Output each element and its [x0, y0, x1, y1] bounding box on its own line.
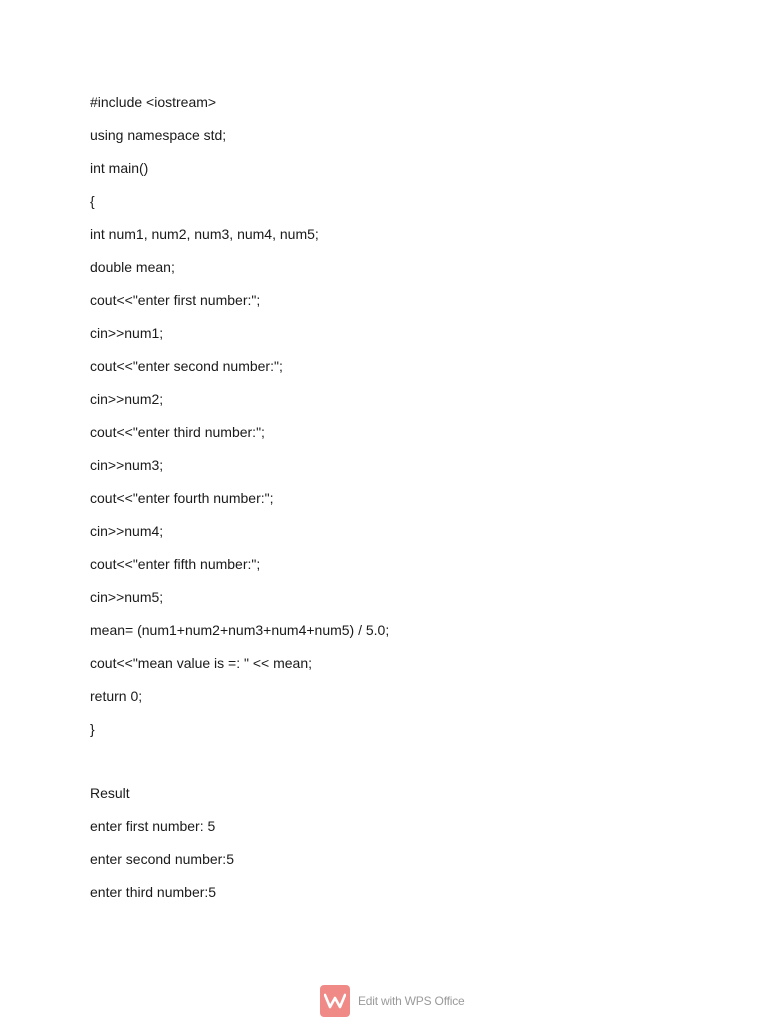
code-line: #include <iostream> [90, 94, 217, 110]
result-line: enter third number:5 [90, 884, 217, 900]
code-line: double mean; [90, 259, 175, 275]
code-line: using namespace std; [90, 127, 227, 143]
code-line: cin>>num4; [90, 523, 164, 539]
code-line: cout<<"enter second number:"; [90, 358, 283, 374]
result-section [90, 783, 730, 915]
code-line: } [90, 721, 95, 737]
code-line: cout<<"enter third number:"; [90, 424, 265, 440]
code-line: cout<<"mean value is =: " << mean; [90, 655, 313, 671]
code-line: mean= (num1+num2+num3+num4+num5) / 5.0; [90, 622, 390, 638]
code-line: cin>>num3; [90, 457, 164, 473]
code-line: cin>>num5; [90, 589, 164, 605]
code-line: cout<<"enter fourth number:"; [90, 490, 274, 506]
code-line: int num1, num2, num3, num4, num5; [90, 226, 319, 242]
wps-watermark-text: Edit with WPS Office [358, 993, 465, 1008]
wps-w-glyph [324, 993, 346, 1009]
code-line: { [90, 193, 95, 209]
code-line: cout<<"enter first number:"; [90, 292, 261, 308]
code-line: cin>>num1; [90, 325, 164, 341]
code-line: return 0; [90, 688, 143, 704]
result-line: enter first number: 5 [90, 818, 216, 834]
code-line: cin>>num2; [90, 391, 164, 407]
code-listing [90, 92, 730, 752]
code-line: cout<<"enter fifth number:"; [90, 556, 261, 572]
code-line: int main() [90, 160, 149, 176]
wps-watermark[interactable] [320, 984, 464, 1017]
result-line: enter second number:5 [90, 851, 234, 867]
result-heading: Result [90, 785, 130, 801]
wps-w-icon [320, 985, 350, 1017]
